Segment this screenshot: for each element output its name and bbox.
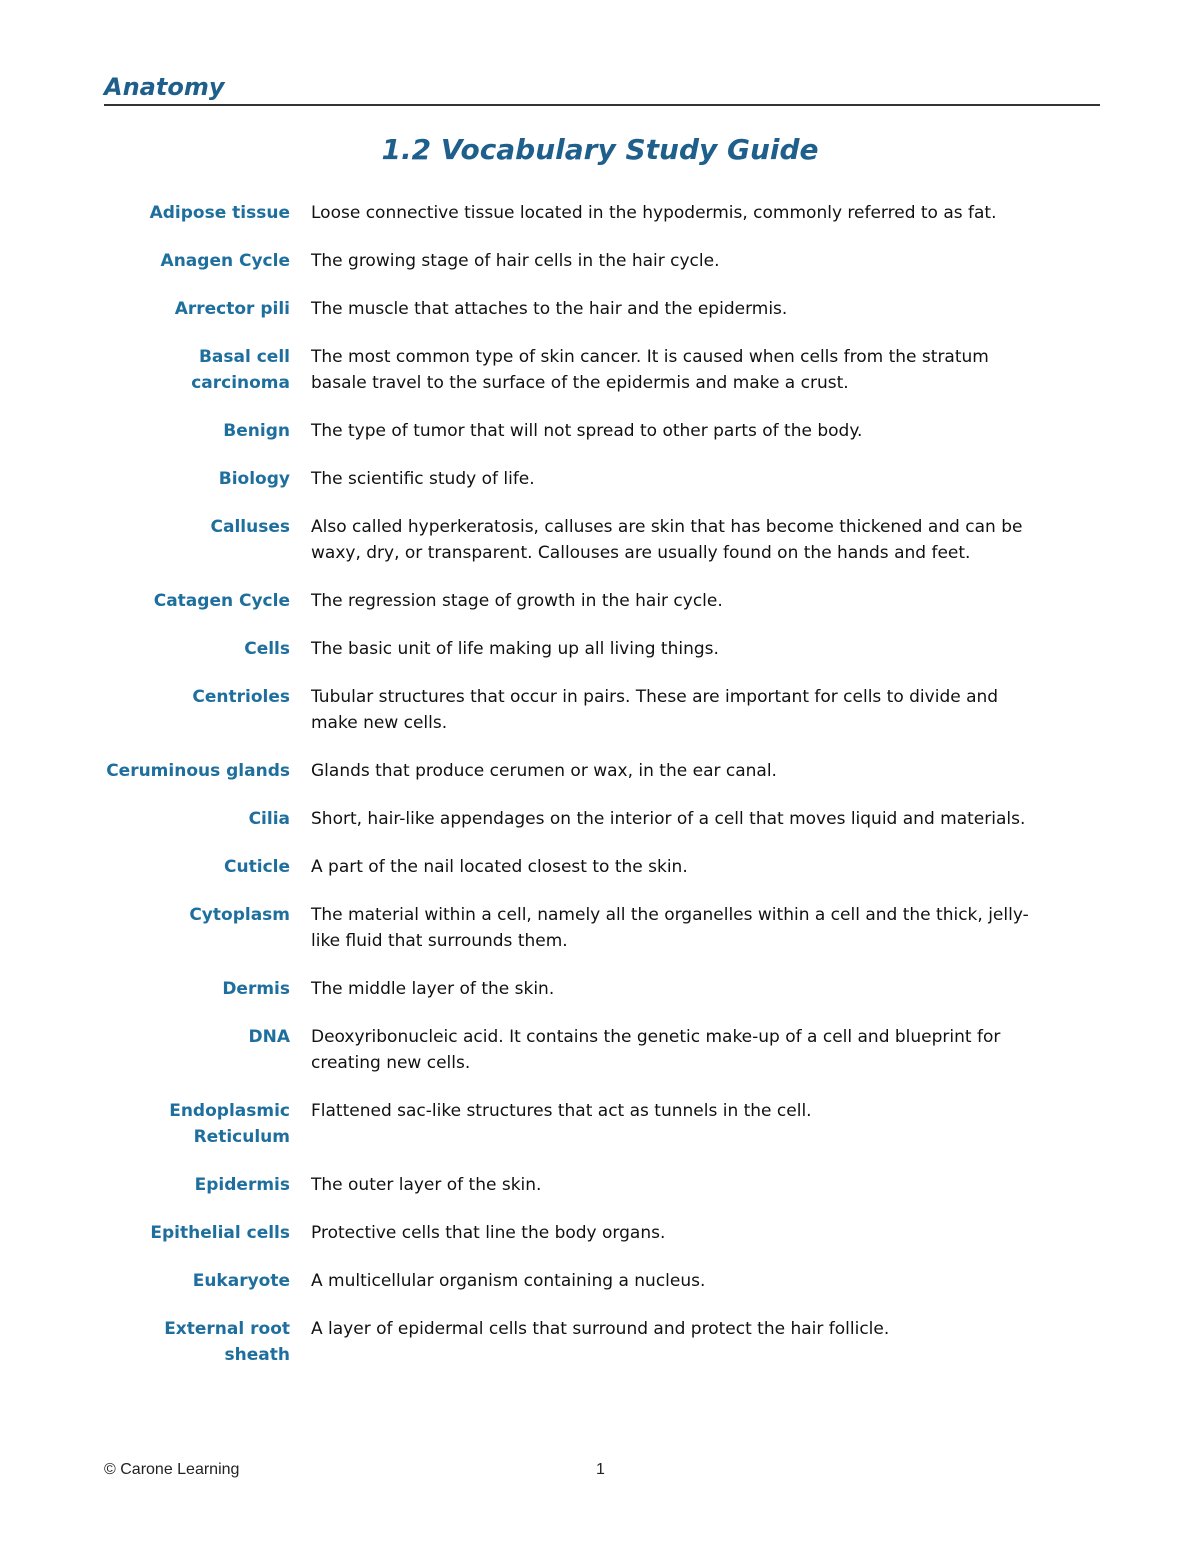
glossary-entry (100, 976, 1060, 1002)
glossary-term: Centrioles (192, 687, 290, 707)
glossary-term: Cytoplasm (189, 905, 290, 925)
glossary-entry (100, 1024, 1060, 1076)
glossary-definition: The growing stage of hair cells in the hair cycle. (311, 251, 720, 271)
glossary-entry (100, 902, 1060, 954)
glossary-entry (100, 514, 1060, 566)
glossary-term: Benign (223, 421, 290, 441)
glossary-entry (100, 1098, 1060, 1150)
glossary-entry (100, 1172, 1060, 1198)
glossary-definition: The middle layer of the skin. (311, 979, 555, 999)
glossary-term: Dermis (222, 979, 290, 999)
glossary-entry (100, 466, 1060, 492)
glossary-definition: Deoxyribonucleic acid. It contains the genetic make-up of a cell and blueprint for creating new cells. (311, 1027, 1001, 1073)
glossary-entry (100, 418, 1060, 444)
glossary-entry (100, 806, 1060, 832)
glossary-definition: The regression stage of growth in the hair cycle. (311, 591, 723, 611)
glossary-term: Epidermis (194, 1175, 290, 1195)
glossary-definition: The type of tumor that will not spread to other parts of the body. (311, 421, 863, 441)
glossary-definition: The material within a cell, namely all the organelles within a cell and the thick, jelly-like fluid that surrounds them. (311, 905, 1029, 951)
glossary-entry (100, 758, 1060, 784)
glossary-entry (100, 854, 1060, 880)
glossary-term: Cells (244, 639, 290, 659)
glossary-definition: A part of the nail located closest to the skin. (311, 857, 688, 877)
glossary-entry (100, 1220, 1060, 1246)
glossary-term: Cuticle (224, 857, 290, 877)
glossary-definition: Glands that produce cerumen or wax, in the ear canal. (311, 761, 777, 781)
glossary-entry (100, 296, 1060, 322)
glossary-entry (100, 1268, 1060, 1294)
document-title: 1.2 Vocabulary Study Guide (381, 133, 819, 166)
glossary-definition: The basic unit of life making up all living things. (311, 639, 719, 659)
glossary-term: External root sheath (164, 1319, 290, 1365)
glossary-entry (100, 344, 1060, 396)
glossary-term: Eukaryote (192, 1271, 290, 1291)
copyright-notice: © Carone Learning (104, 1461, 240, 1478)
glossary-definition: Loose connective tissue located in the hypodermis, commonly referred to as fat. (311, 203, 997, 223)
glossary-term: Ceruminous glands (106, 761, 290, 781)
page-header (104, 72, 1100, 106)
glossary-entry (100, 1316, 1060, 1368)
glossary-term: Endoplasmic Reticulum (169, 1101, 290, 1147)
glossary-entry (100, 588, 1060, 614)
glossary-definition: The most common type of skin cancer. It is caused when cells from the stratum basale travel to the surface of the epidermis and make a crust. (311, 347, 989, 393)
glossary-definition: Flattened sac-like structures that act as tunnels in the cell. (311, 1101, 812, 1121)
glossary-term: Anagen Cycle (160, 251, 290, 271)
glossary-definition: The scientific study of life. (311, 469, 535, 489)
glossary-term: Arrector pili (174, 299, 290, 319)
glossary-term: Basal cell carcinoma (191, 347, 290, 393)
glossary-entry (100, 636, 1060, 662)
glossary-definition: Short, hair-like appendages on the interior of a cell that moves liquid and materials. (311, 809, 1026, 829)
glossary-entry (100, 200, 1060, 226)
glossary-definition: A multicellular organism containing a nucleus. (311, 1271, 706, 1291)
page-number: 1 (596, 1461, 605, 1478)
glossary-definition: Tubular structures that occur in pairs. These are important for cells to divide and make new cells. (311, 687, 999, 733)
glossary-definition: The outer layer of the skin. (311, 1175, 542, 1195)
glossary-definition: The muscle that attaches to the hair and the epidermis. (311, 299, 788, 319)
glossary-list (100, 200, 1060, 1390)
glossary-entry (100, 684, 1060, 736)
course-title: Anatomy (104, 73, 225, 101)
glossary-term: Biology (218, 469, 290, 489)
header-rule (104, 104, 1100, 106)
glossary-term: Calluses (210, 517, 290, 537)
glossary-entry (100, 248, 1060, 274)
glossary-definition: Protective cells that line the body organs. (311, 1223, 666, 1243)
glossary-definition: Also called hyperkeratosis, calluses are skin that has become thickened and can be waxy, dry, or transparent. Callouses are usually found on the hands and feet. (311, 517, 1023, 563)
glossary-definition: A layer of epidermal cells that surround and protect the hair follicle. (311, 1319, 890, 1339)
glossary-term: Catagen Cycle (153, 591, 290, 611)
glossary-term: DNA (248, 1027, 290, 1047)
glossary-term: Cilia (248, 809, 290, 829)
glossary-term: Adipose tissue (149, 203, 290, 223)
glossary-term: Epithelial cells (150, 1223, 290, 1243)
